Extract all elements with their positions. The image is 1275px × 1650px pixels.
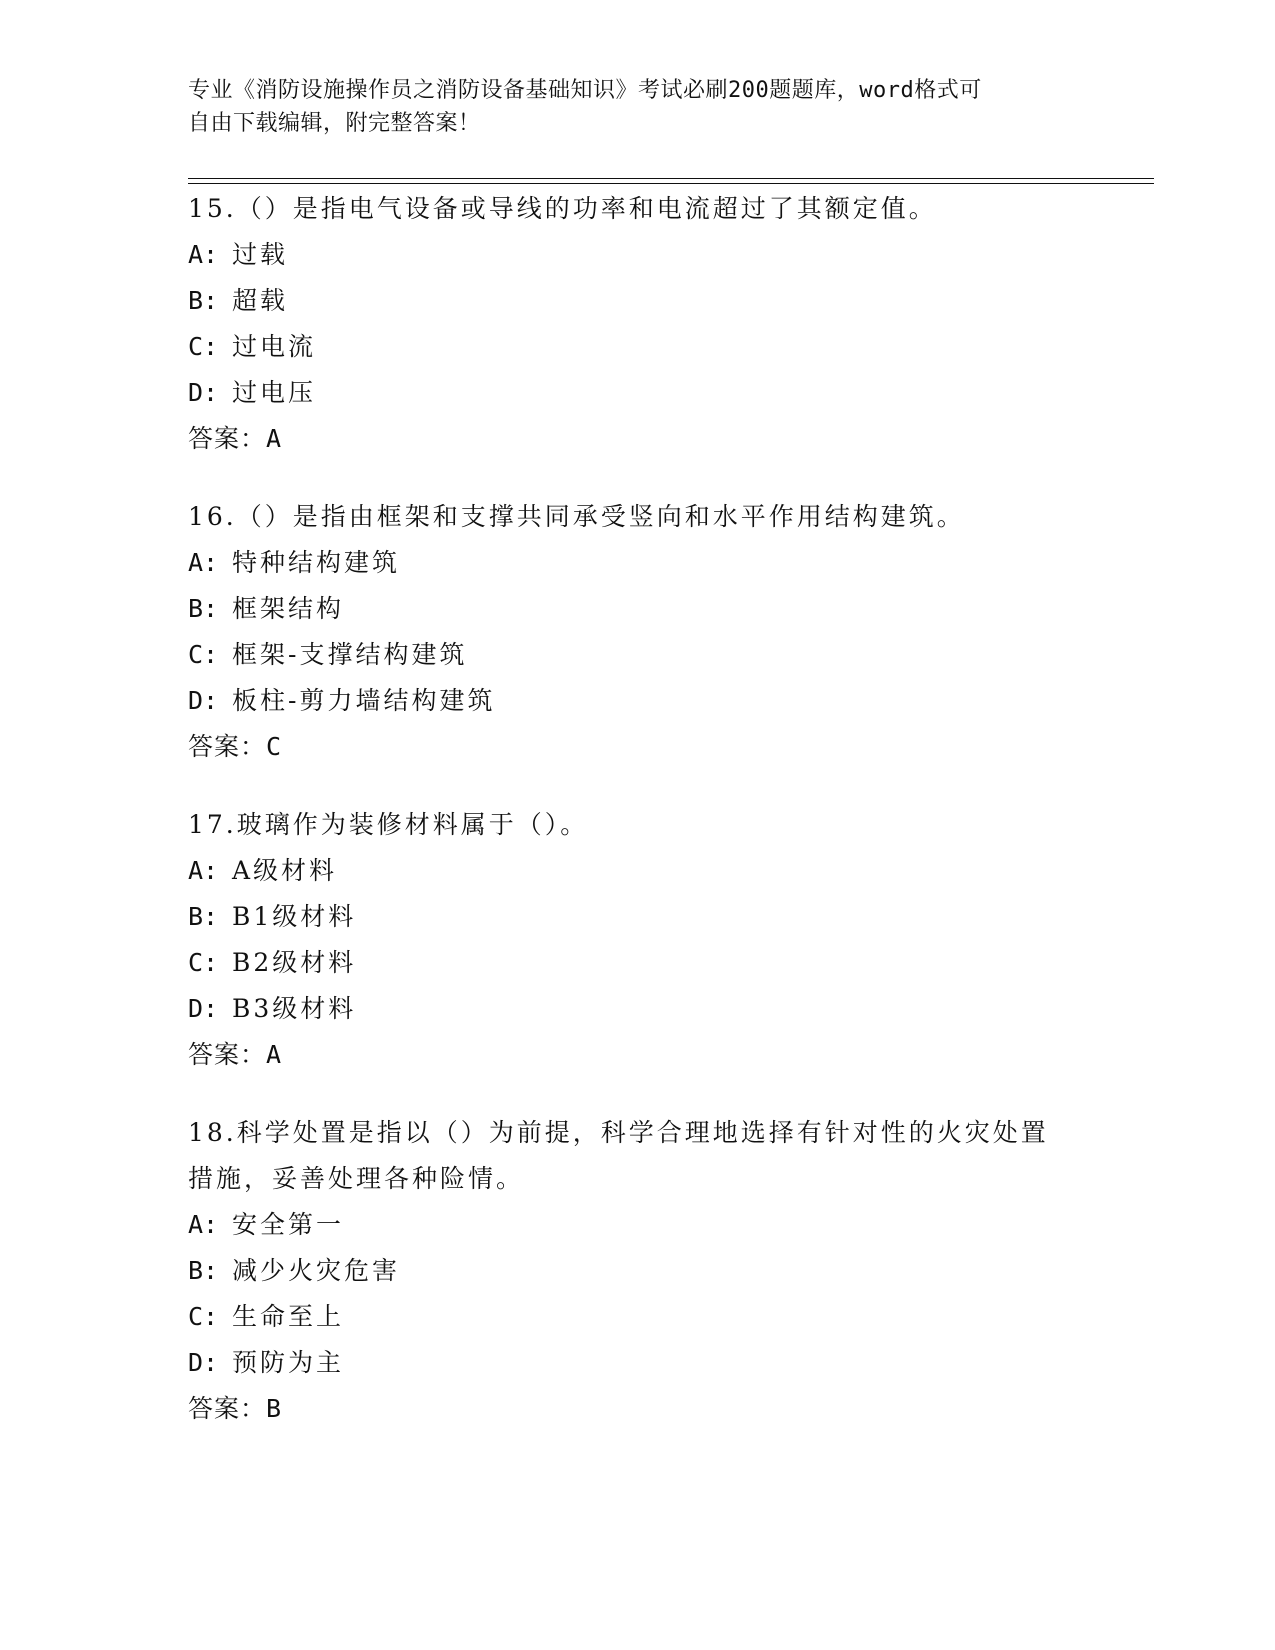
document-header (188, 74, 1088, 140)
answer-line (188, 416, 1088, 462)
option-a (188, 1202, 1088, 1248)
question-17 (188, 802, 1088, 1078)
header-line-1: 专业《消防设施操作员之消防设备基础知识》考试必刷200题题库，word格式可 (188, 78, 982, 103)
option-text: 板柱-剪力墙结构建筑 (232, 686, 496, 715)
answer-line (188, 1386, 1088, 1432)
option-key: B: (188, 902, 219, 931)
question-stem: 15.（）是指电气设备或导线的功率和电流超过了其额定值。 (188, 194, 937, 223)
answer-label: 答案： (188, 732, 267, 761)
option-text: 超载 (232, 286, 289, 315)
option-a (188, 540, 1088, 586)
question-stem-line-2: 措施，妥善处理各种险情。 (188, 1164, 525, 1193)
header-divider-bottom (188, 183, 1154, 184)
question-16 (188, 494, 1088, 770)
option-d (188, 678, 1088, 724)
option-b (188, 586, 1088, 632)
option-text: 预防为主 (232, 1348, 345, 1377)
option-text: B2级材料 (232, 948, 357, 977)
option-key: C: (188, 1302, 219, 1331)
answer-value: A (266, 424, 283, 453)
option-key: A: (188, 1210, 219, 1239)
option-d (188, 370, 1088, 416)
option-key: B: (188, 1256, 219, 1285)
option-b (188, 894, 1088, 940)
option-key: B: (188, 286, 219, 315)
option-b (188, 278, 1088, 324)
option-text: 过载 (232, 240, 289, 269)
option-text: 框架结构 (232, 594, 345, 623)
option-c (188, 324, 1088, 370)
answer-value: C (266, 732, 283, 761)
option-text: 特种结构建筑 (232, 548, 401, 577)
question-18 (188, 1110, 1088, 1432)
question-stem-line-1: 18.科学处置是指以（）为前提，科学合理地选择有针对性的火灾处置 (188, 1118, 1049, 1147)
answer-value: B (266, 1394, 283, 1423)
option-key: A: (188, 548, 219, 577)
option-text: 生命至上 (232, 1302, 345, 1331)
option-key: B: (188, 594, 219, 623)
option-text: A级材料 (232, 856, 338, 885)
option-key: A: (188, 240, 219, 269)
option-d (188, 986, 1088, 1032)
option-text: 安全第一 (232, 1210, 345, 1239)
answer-label: 答案： (188, 424, 267, 453)
option-c (188, 940, 1088, 986)
answer-label: 答案： (188, 1040, 267, 1069)
option-text: 过电压 (232, 378, 317, 407)
option-key: D: (188, 378, 219, 407)
answer-value: A (266, 1040, 283, 1069)
question-stem: 16.（）是指由框架和支撑共同承受竖向和水平作用结构建筑。 (188, 502, 965, 531)
option-text: B3级材料 (232, 994, 357, 1023)
option-d (188, 1340, 1088, 1386)
header-divider-top (188, 178, 1154, 179)
option-key: A: (188, 856, 219, 885)
answer-line (188, 724, 1088, 770)
option-c (188, 1294, 1088, 1340)
option-a (188, 848, 1088, 894)
option-key: C: (188, 640, 219, 669)
option-key: C: (188, 948, 219, 977)
option-b (188, 1248, 1088, 1294)
answer-line (188, 1032, 1088, 1078)
question-stem: 17.玻璃作为装修材料属于（）。 (188, 810, 589, 839)
question-15 (188, 186, 1088, 462)
option-text: B1级材料 (232, 902, 357, 931)
option-text: 框架-支撑结构建筑 (232, 640, 468, 669)
option-text: 减少火灾危害 (232, 1256, 401, 1285)
option-key: D: (188, 1348, 219, 1377)
option-key: D: (188, 686, 219, 715)
answer-label: 答案： (188, 1394, 267, 1423)
option-key: D: (188, 994, 219, 1023)
header-line-2: 自由下载编辑，附完整答案！ (188, 111, 481, 136)
option-key: C: (188, 332, 219, 361)
option-c (188, 632, 1088, 678)
option-a (188, 232, 1088, 278)
option-text: 过电流 (232, 332, 317, 361)
